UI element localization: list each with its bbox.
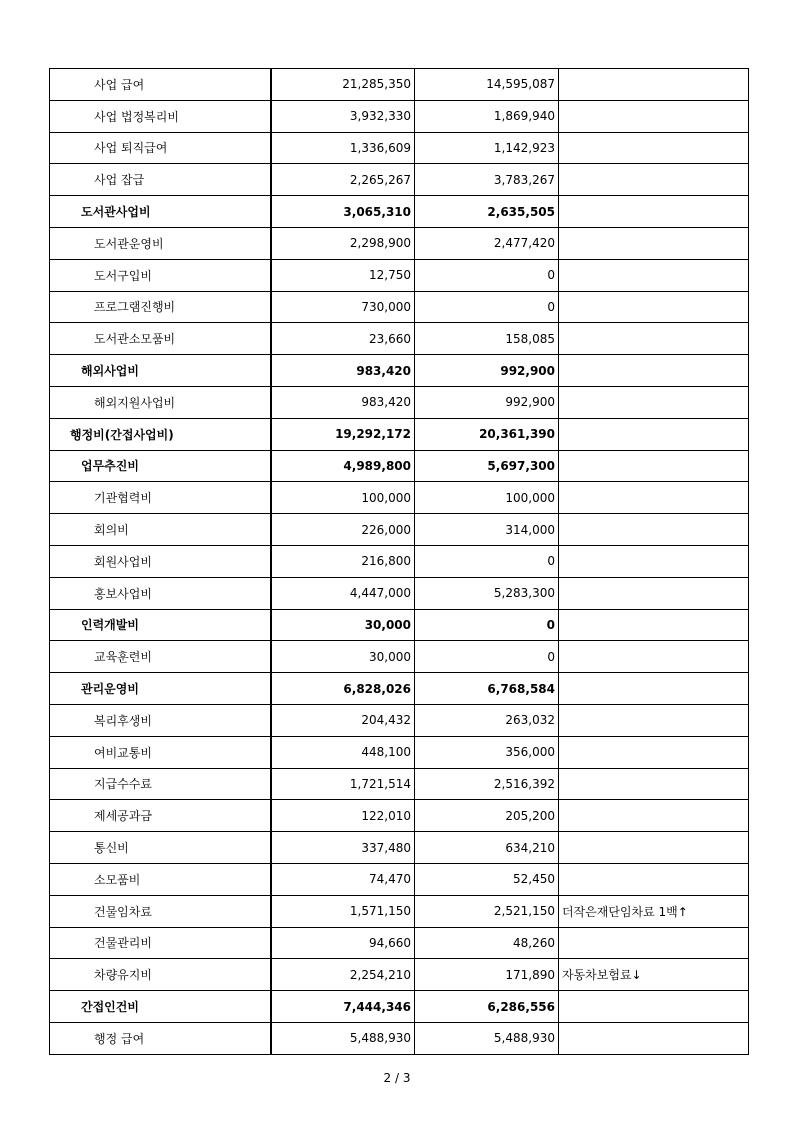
row-value-2: 0 bbox=[415, 291, 559, 323]
row-note bbox=[559, 196, 749, 228]
table-row bbox=[50, 482, 749, 514]
row-value-1: 122,010 bbox=[271, 800, 415, 832]
row-note bbox=[559, 577, 749, 609]
row-value-1: 7,444,346 bbox=[271, 991, 415, 1023]
row-note bbox=[559, 704, 749, 736]
row-value-2: 634,210 bbox=[415, 832, 559, 864]
row-value-1: 94,660 bbox=[271, 927, 415, 959]
row-label: 사업 법정복리비 bbox=[50, 100, 271, 132]
row-value-2: 5,697,300 bbox=[415, 450, 559, 482]
row-note bbox=[559, 800, 749, 832]
table-row bbox=[50, 259, 749, 291]
row-note bbox=[559, 641, 749, 673]
row-note bbox=[559, 132, 749, 164]
row-label: 사업 퇴직급여 bbox=[50, 132, 271, 164]
row-label: 차량유지비 bbox=[50, 959, 271, 991]
row-note bbox=[559, 259, 749, 291]
row-value-2: 6,768,584 bbox=[415, 673, 559, 705]
table-row bbox=[50, 132, 749, 164]
row-value-1: 1,721,514 bbox=[271, 768, 415, 800]
row-label: 홍보사업비 bbox=[50, 577, 271, 609]
table-row bbox=[50, 545, 749, 577]
page-number: 2 / 3 bbox=[383, 1071, 411, 1085]
row-note bbox=[559, 291, 749, 323]
row-value-2: 2,477,420 bbox=[415, 227, 559, 259]
row-value-2: 0 bbox=[415, 609, 559, 641]
row-value-2: 171,890 bbox=[415, 959, 559, 991]
table-row bbox=[50, 736, 749, 768]
row-label: 도서관소모품비 bbox=[50, 323, 271, 355]
table-row bbox=[50, 196, 749, 228]
table-row bbox=[50, 291, 749, 323]
row-value-2: 48,260 bbox=[415, 927, 559, 959]
table-row bbox=[50, 323, 749, 355]
row-label: 회의비 bbox=[50, 514, 271, 546]
row-value-2: 1,142,923 bbox=[415, 132, 559, 164]
row-note bbox=[559, 609, 749, 641]
table-row bbox=[50, 863, 749, 895]
table-row bbox=[50, 514, 749, 546]
row-label: 제세공과금 bbox=[50, 800, 271, 832]
row-note bbox=[559, 1022, 749, 1054]
row-value-1: 6,828,026 bbox=[271, 673, 415, 705]
row-value-1: 983,420 bbox=[271, 386, 415, 418]
row-value-2: 2,521,150 bbox=[415, 895, 559, 927]
row-label: 회원사업비 bbox=[50, 545, 271, 577]
row-label: 지급수수료 bbox=[50, 768, 271, 800]
row-value-1: 2,298,900 bbox=[271, 227, 415, 259]
row-note bbox=[559, 227, 749, 259]
row-value-1: 4,989,800 bbox=[271, 450, 415, 482]
row-value-1: 1,336,609 bbox=[271, 132, 415, 164]
table-row bbox=[50, 704, 749, 736]
row-label: 간접인건비 bbox=[50, 991, 271, 1023]
row-label: 사업 잡급 bbox=[50, 164, 271, 196]
row-value-1: 448,100 bbox=[271, 736, 415, 768]
table-row bbox=[50, 832, 749, 864]
table-row bbox=[50, 991, 749, 1023]
row-value-2: 6,286,556 bbox=[415, 991, 559, 1023]
row-note bbox=[559, 164, 749, 196]
table-row bbox=[50, 609, 749, 641]
table-row bbox=[50, 164, 749, 196]
row-value-2: 2,635,505 bbox=[415, 196, 559, 228]
row-value-2: 0 bbox=[415, 259, 559, 291]
row-note bbox=[559, 991, 749, 1023]
row-note bbox=[559, 927, 749, 959]
row-value-2: 20,361,390 bbox=[415, 418, 559, 450]
row-value-1: 21,285,350 bbox=[271, 69, 415, 101]
table-row bbox=[50, 641, 749, 673]
row-value-1: 204,432 bbox=[271, 704, 415, 736]
row-value-1: 216,800 bbox=[271, 545, 415, 577]
row-note bbox=[559, 69, 749, 101]
row-label: 기관협력비 bbox=[50, 482, 271, 514]
row-label: 건물관리비 bbox=[50, 927, 271, 959]
row-note bbox=[559, 482, 749, 514]
row-value-1: 12,750 bbox=[271, 259, 415, 291]
row-value-1: 2,265,267 bbox=[271, 164, 415, 196]
budget-table bbox=[49, 68, 749, 1055]
row-label: 도서관운영비 bbox=[50, 227, 271, 259]
table-row bbox=[50, 895, 749, 927]
row-value-1: 30,000 bbox=[271, 641, 415, 673]
row-value-2: 992,900 bbox=[415, 355, 559, 387]
row-label: 행정 급여 bbox=[50, 1022, 271, 1054]
row-note bbox=[559, 832, 749, 864]
row-label: 교육훈련비 bbox=[50, 641, 271, 673]
row-label: 복리후생비 bbox=[50, 704, 271, 736]
row-value-1: 100,000 bbox=[271, 482, 415, 514]
row-value-1: 3,932,330 bbox=[271, 100, 415, 132]
row-label: 업무추진비 bbox=[50, 450, 271, 482]
row-label: 관리운영비 bbox=[50, 673, 271, 705]
row-value-1: 3,065,310 bbox=[271, 196, 415, 228]
row-label: 건물임차료 bbox=[50, 895, 271, 927]
row-note bbox=[559, 545, 749, 577]
table-row bbox=[50, 355, 749, 387]
row-value-1: 226,000 bbox=[271, 514, 415, 546]
table-row bbox=[50, 386, 749, 418]
row-label: 해외지원사업비 bbox=[50, 386, 271, 418]
budget-table-body bbox=[50, 69, 749, 1055]
row-label: 도서구입비 bbox=[50, 259, 271, 291]
row-label: 여비교통비 bbox=[50, 736, 271, 768]
row-note bbox=[559, 863, 749, 895]
table-row bbox=[50, 927, 749, 959]
row-label: 소모품비 bbox=[50, 863, 271, 895]
row-value-2: 5,488,930 bbox=[415, 1022, 559, 1054]
row-value-1: 30,000 bbox=[271, 609, 415, 641]
table-row bbox=[50, 227, 749, 259]
table-row bbox=[50, 450, 749, 482]
row-note bbox=[559, 323, 749, 355]
row-value-1: 74,470 bbox=[271, 863, 415, 895]
row-label: 인력개발비 bbox=[50, 609, 271, 641]
row-value-1: 1,571,150 bbox=[271, 895, 415, 927]
row-value-1: 5,488,930 bbox=[271, 1022, 415, 1054]
table-row bbox=[50, 1022, 749, 1054]
row-value-1: 337,480 bbox=[271, 832, 415, 864]
row-value-2: 0 bbox=[415, 545, 559, 577]
row-value-2: 992,900 bbox=[415, 386, 559, 418]
row-note: 더작은재단임차료 1백↑ bbox=[559, 895, 749, 927]
row-value-1: 23,660 bbox=[271, 323, 415, 355]
row-note bbox=[559, 355, 749, 387]
row-note bbox=[559, 673, 749, 705]
row-label: 프로그램진행비 bbox=[50, 291, 271, 323]
row-value-2: 356,000 bbox=[415, 736, 559, 768]
row-note bbox=[559, 100, 749, 132]
row-value-1: 730,000 bbox=[271, 291, 415, 323]
row-value-2: 314,000 bbox=[415, 514, 559, 546]
row-value-1: 19,292,172 bbox=[271, 418, 415, 450]
row-value-1: 4,447,000 bbox=[271, 577, 415, 609]
row-note bbox=[559, 418, 749, 450]
row-label: 통신비 bbox=[50, 832, 271, 864]
table-row bbox=[50, 69, 749, 101]
row-value-2: 3,783,267 bbox=[415, 164, 559, 196]
row-value-2: 14,595,087 bbox=[415, 69, 559, 101]
row-value-2: 0 bbox=[415, 641, 559, 673]
row-value-2: 158,085 bbox=[415, 323, 559, 355]
row-label: 사업 급여 bbox=[50, 69, 271, 101]
row-value-2: 2,516,392 bbox=[415, 768, 559, 800]
row-label: 도서관사업비 bbox=[50, 196, 271, 228]
row-note bbox=[559, 386, 749, 418]
row-value-1: 2,254,210 bbox=[271, 959, 415, 991]
table-row bbox=[50, 959, 749, 991]
row-note bbox=[559, 768, 749, 800]
row-label: 해외사업비 bbox=[50, 355, 271, 387]
table-row bbox=[50, 673, 749, 705]
row-note bbox=[559, 736, 749, 768]
table-row bbox=[50, 800, 749, 832]
row-note: 자동차보험료↓ bbox=[559, 959, 749, 991]
row-value-2: 100,000 bbox=[415, 482, 559, 514]
row-value-1: 983,420 bbox=[271, 355, 415, 387]
row-value-2: 1,869,940 bbox=[415, 100, 559, 132]
row-value-2: 52,450 bbox=[415, 863, 559, 895]
row-value-2: 263,032 bbox=[415, 704, 559, 736]
row-value-2: 205,200 bbox=[415, 800, 559, 832]
row-note bbox=[559, 450, 749, 482]
row-value-2: 5,283,300 bbox=[415, 577, 559, 609]
table-row bbox=[50, 768, 749, 800]
table-row bbox=[50, 418, 749, 450]
table-row bbox=[50, 577, 749, 609]
table-row bbox=[50, 100, 749, 132]
row-note bbox=[559, 514, 749, 546]
row-label: 행정비(간접사업비) bbox=[50, 418, 271, 450]
